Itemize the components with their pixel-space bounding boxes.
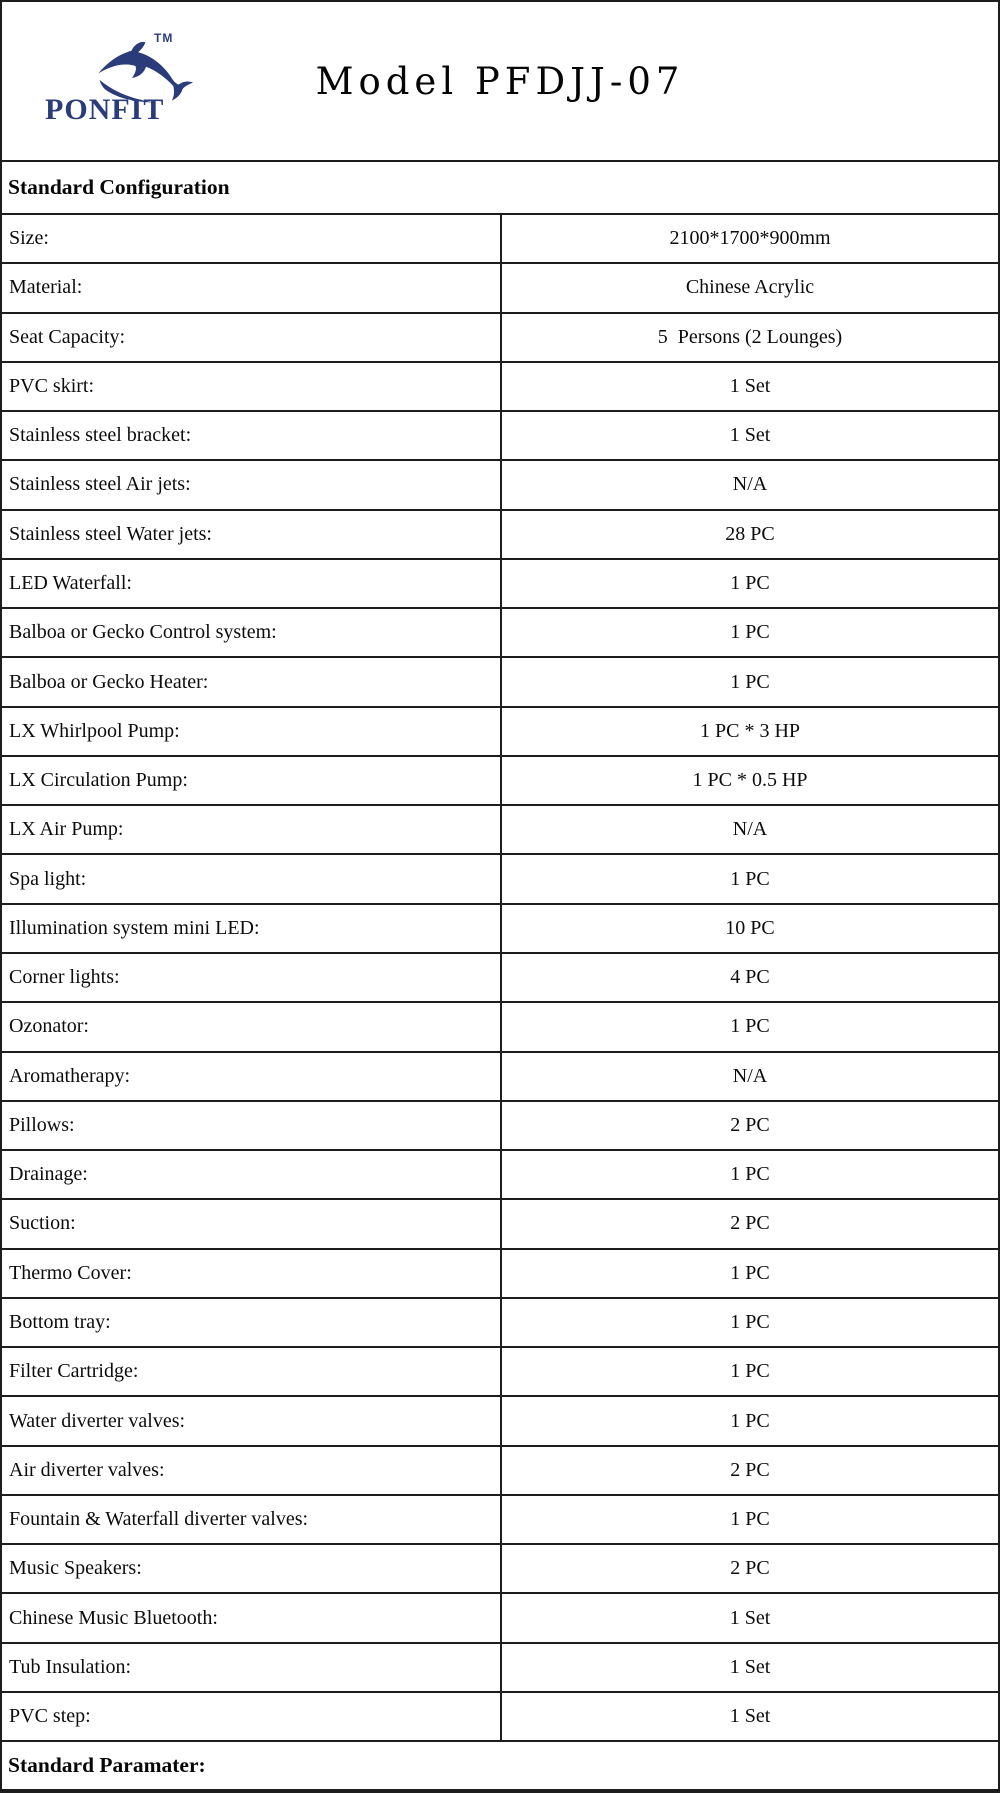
table-row — [2, 511, 998, 560]
table-row — [2, 1151, 998, 1200]
table-row — [2, 1545, 998, 1594]
spec-value: N/A — [732, 818, 768, 841]
spec-value: 1 Set — [729, 1655, 771, 1678]
table-row — [2, 1200, 998, 1249]
spec-label: LED Waterfall: — [2, 560, 502, 607]
spec-value: 1 PC — [730, 867, 770, 890]
spec-label: Thermo Cover: — [2, 1250, 502, 1297]
spec-label: Chinese Music Bluetooth: — [2, 1594, 502, 1641]
spec-value: 1 PC — [730, 571, 770, 594]
spec-label: Spa light: — [2, 855, 502, 902]
table-row — [2, 1348, 998, 1397]
spec-label: Size: — [2, 215, 502, 262]
spec-value: N/A — [732, 1064, 768, 1087]
table-row — [2, 1693, 998, 1742]
table-row — [2, 1644, 998, 1693]
spec-value: 2 PC — [730, 1212, 770, 1235]
spec-value: 5 Persons (2 Lounges) — [657, 325, 843, 348]
spec-label: Aromatherapy: — [2, 1053, 502, 1100]
spec-value: 2 PC — [730, 1458, 770, 1481]
spec-value: 1 PC — [730, 1508, 770, 1531]
spec-value: 2 PC — [730, 1113, 770, 1136]
table-row — [2, 1496, 998, 1545]
section-heading-standard-configuration: Standard Configuration — [2, 162, 998, 215]
table-row — [2, 757, 998, 806]
spec-label: Pillows: — [2, 1102, 502, 1149]
sheet-header — [2, 2, 998, 162]
spec-label: PVC step: — [2, 1693, 502, 1740]
table-row — [2, 1397, 998, 1446]
trademark-symbol: TM — [154, 31, 174, 45]
spec-label: LX Circulation Pump: — [2, 757, 502, 804]
table-row — [2, 412, 998, 461]
spec-value: 10 PC — [725, 916, 775, 939]
table-row — [2, 609, 998, 658]
section-heading-standard-parameter: Standard Paramater: — [8, 1753, 206, 1778]
spec-label: Music Speakers: — [2, 1545, 502, 1592]
spec-label: Balboa or Gecko Control system: — [2, 609, 502, 656]
table-row — [2, 1250, 998, 1299]
spec-value: 1 PC * 0.5 HP — [692, 769, 808, 792]
spec-label: Water diverter valves: — [2, 1397, 502, 1444]
table-row — [2, 658, 998, 707]
spec-label: Ozonator: — [2, 1003, 502, 1050]
spec-label: LX Whirlpool Pump: — [2, 708, 502, 755]
table-row — [2, 560, 998, 609]
spec-value: 1 PC — [730, 1015, 770, 1038]
table-row — [2, 806, 998, 855]
spec-label: LX Air Pump: — [2, 806, 502, 853]
spec-value: 1 PC — [730, 1360, 770, 1383]
table-row — [2, 1053, 998, 1102]
spec-value: 1 PC * 3 HP — [699, 719, 801, 742]
spec-value: 28 PC — [725, 522, 775, 545]
table-row — [2, 954, 998, 1003]
spec-value: 1 Set — [729, 1705, 771, 1728]
spec-value: 2 PC — [730, 1557, 770, 1580]
brand-name: PONFIT — [45, 93, 165, 126]
table-row — [2, 1594, 998, 1643]
table-row — [2, 1299, 998, 1348]
spec-label: Tub Insulation: — [2, 1644, 502, 1691]
page-title: Model PFDJJ-07 — [315, 60, 685, 103]
spec-label: Fountain & Waterfall diverter valves: — [2, 1496, 502, 1543]
spec-label: Suction: — [2, 1200, 502, 1247]
table-row — [2, 708, 998, 757]
spec-value: 1 Set — [729, 1606, 771, 1629]
spec-label: Drainage: — [2, 1151, 502, 1198]
spec-label: Stainless steel bracket: — [2, 412, 502, 459]
spec-label: Material: — [2, 264, 502, 311]
spec-value: 1 PC — [730, 1261, 770, 1284]
table-row — [2, 363, 998, 412]
spec-label: Illumination system mini LED: — [2, 905, 502, 952]
spec-label: Corner lights: — [2, 954, 502, 1001]
spec-value: 2100*1700*900mm — [669, 227, 831, 250]
spec-value: 1 Set — [729, 374, 771, 397]
spec-value: Chinese Acrylic — [685, 276, 815, 299]
spec-label: Bottom tray: — [2, 1299, 502, 1346]
spec-value: 4 PC — [730, 966, 770, 989]
spec-value: 1 PC — [730, 670, 770, 693]
table-row — [2, 1102, 998, 1151]
spec-value: 1 Set — [729, 424, 771, 447]
table-row — [2, 314, 998, 363]
spec-label: Air diverter valves: — [2, 1447, 502, 1494]
configuration-table — [2, 215, 998, 1742]
table-row — [2, 855, 998, 904]
spec-label: Stainless steel Water jets: — [2, 511, 502, 558]
spec-label: Balboa or Gecko Heater: — [2, 658, 502, 705]
spec-value: N/A — [732, 473, 768, 496]
table-row — [2, 215, 998, 264]
table-row — [2, 905, 998, 954]
spec-label: Stainless steel Air jets: — [2, 461, 502, 508]
spec-value: 1 PC — [730, 1163, 770, 1186]
spec-value: 1 PC — [730, 1409, 770, 1432]
spec-label: PVC skirt: — [2, 363, 502, 410]
spec-value: 1 PC — [730, 1310, 770, 1333]
table-row — [2, 264, 998, 313]
spec-value: 1 PC — [730, 621, 770, 644]
table-row — [2, 461, 998, 510]
spec-label: Seat Capacity: — [2, 314, 502, 361]
spec-label: Filter Cartridge: — [2, 1348, 502, 1395]
table-row — [2, 1003, 998, 1052]
table-row — [2, 1447, 998, 1496]
